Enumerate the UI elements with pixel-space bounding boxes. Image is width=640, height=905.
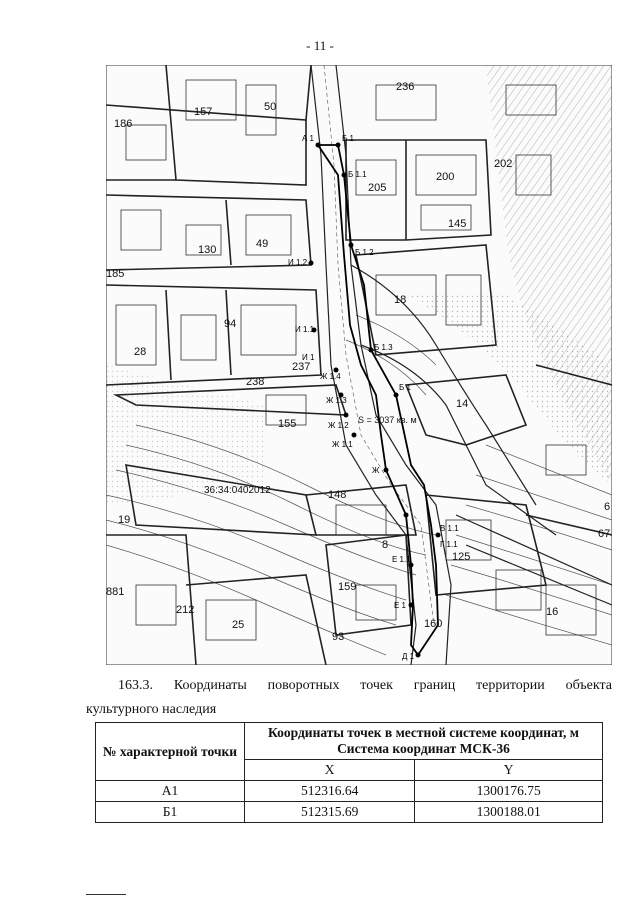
map-label: 236 <box>396 81 415 93</box>
map-label: 28 <box>134 346 147 358</box>
map-label: 159 <box>338 581 357 593</box>
boundary-point <box>342 173 347 178</box>
map-drawing <box>106 65 612 665</box>
boundary-point <box>369 348 374 353</box>
boundary-point <box>349 243 354 248</box>
map-label: 130 <box>198 244 217 256</box>
header-coordinates <box>245 723 603 760</box>
caption-word: точек <box>360 678 393 693</box>
point-label: И 1.1 <box>295 325 315 334</box>
map-label: 160 <box>424 618 443 630</box>
header-point-number: № характерной точки <box>96 723 245 781</box>
cell-x: 512315.69 <box>245 802 415 823</box>
caption-word: Координаты <box>173 678 247 693</box>
table-row <box>96 781 603 802</box>
point-label: Б 1.3 <box>374 343 393 352</box>
point-label: Б 1 <box>342 134 354 143</box>
map-label: 50 <box>264 101 277 113</box>
point-label: Ж 1.1 <box>332 440 353 449</box>
point-label: Б 1 <box>399 383 411 392</box>
boundary-point <box>352 433 357 438</box>
boundary-point <box>316 143 321 148</box>
table-header-row <box>96 723 603 760</box>
map-label: 200 <box>436 171 455 183</box>
boundary-point <box>309 261 314 266</box>
map-label: 205 <box>368 182 387 194</box>
point-label: Е 1.1 <box>392 555 411 564</box>
map-label: 186 <box>114 118 133 130</box>
map-label: 202 <box>494 158 513 170</box>
map-label: 881 <box>106 586 125 598</box>
caption-line-2: культурного наследия <box>86 702 217 717</box>
map-label: 94 <box>224 318 237 330</box>
coordinates-table <box>95 722 603 823</box>
map-label: 19 <box>118 514 131 526</box>
point-label: Д 1 <box>402 652 415 661</box>
map-label: 155 <box>278 418 297 430</box>
boundary-point <box>394 393 399 398</box>
map-label: 148 <box>328 489 347 501</box>
boundary-point <box>336 143 341 148</box>
map-label: 25 <box>232 619 245 631</box>
map-label: 212 <box>176 604 195 616</box>
cell-point: Б1 <box>96 802 245 823</box>
point-label: Б 1.1 <box>348 170 367 179</box>
map-label: 157 <box>194 106 213 118</box>
footnote-rule <box>86 894 126 895</box>
map-label: 237 <box>292 361 311 373</box>
subheader-y: Y <box>415 760 603 781</box>
map-label: 93 <box>332 631 345 643</box>
point-label: Ж <box>372 466 380 475</box>
map-label: 125 <box>452 551 471 563</box>
section-caption <box>86 675 612 720</box>
point-label: Б 1.2 <box>355 248 374 257</box>
cell-y: 1300176.75 <box>415 781 603 802</box>
cadastral-map <box>106 65 612 665</box>
cell-y: 1300188.01 <box>415 802 603 823</box>
header-coordinates-line1: Координаты точек в местной системе координат, м <box>268 725 579 740</box>
point-label: И 1.2 <box>288 258 308 267</box>
page-number: - 11 - <box>306 38 334 53</box>
point-label: Ж 1.3 <box>326 396 347 405</box>
boundary-point <box>344 413 349 418</box>
caption-word: 163.3. <box>118 678 153 693</box>
boundary-point <box>384 468 389 473</box>
boundary-point <box>436 533 441 538</box>
map-label: 14 <box>456 398 469 410</box>
map-label: 16 <box>546 606 559 618</box>
point-label: Г 1.1 <box>440 540 458 549</box>
map-label-area: S = 3037 кв. м <box>358 415 417 425</box>
cell-x: 512316.64 <box>245 781 415 802</box>
table-row <box>96 802 603 823</box>
boundary-point <box>404 513 409 518</box>
point-label: А 1 <box>302 134 315 143</box>
header-coordinates-line2: Система координат МСК-36 <box>337 741 510 756</box>
map-label: 185 <box>106 268 125 280</box>
map-label-cadastre: 36:34:0402012 <box>204 485 271 496</box>
boundary-point <box>416 653 421 658</box>
caption-line-1 <box>86 675 612 696</box>
point-label: В 1.1 <box>440 524 459 533</box>
cell-point: А1 <box>96 781 245 802</box>
subheader-x: X <box>245 760 415 781</box>
map-label: 8 <box>382 539 389 551</box>
map-label: 49 <box>256 238 269 250</box>
caption-word: границ <box>413 678 456 693</box>
boundary-point <box>409 603 414 608</box>
caption-word: объекта <box>565 678 612 693</box>
point-label: И 1 <box>302 353 315 362</box>
point-label: Ж 1.4 <box>320 372 341 381</box>
map-label: 238 <box>246 376 265 388</box>
caption-word: территории <box>476 678 545 693</box>
point-label: Е 1 <box>394 601 407 610</box>
map-label: 6 <box>604 501 611 513</box>
map-label: 145 <box>448 218 467 230</box>
map-label: 67 <box>598 528 611 540</box>
point-label: Ж 1.2 <box>328 421 349 430</box>
caption-word: поворотных <box>267 678 340 693</box>
map-label: 18 <box>394 294 407 306</box>
